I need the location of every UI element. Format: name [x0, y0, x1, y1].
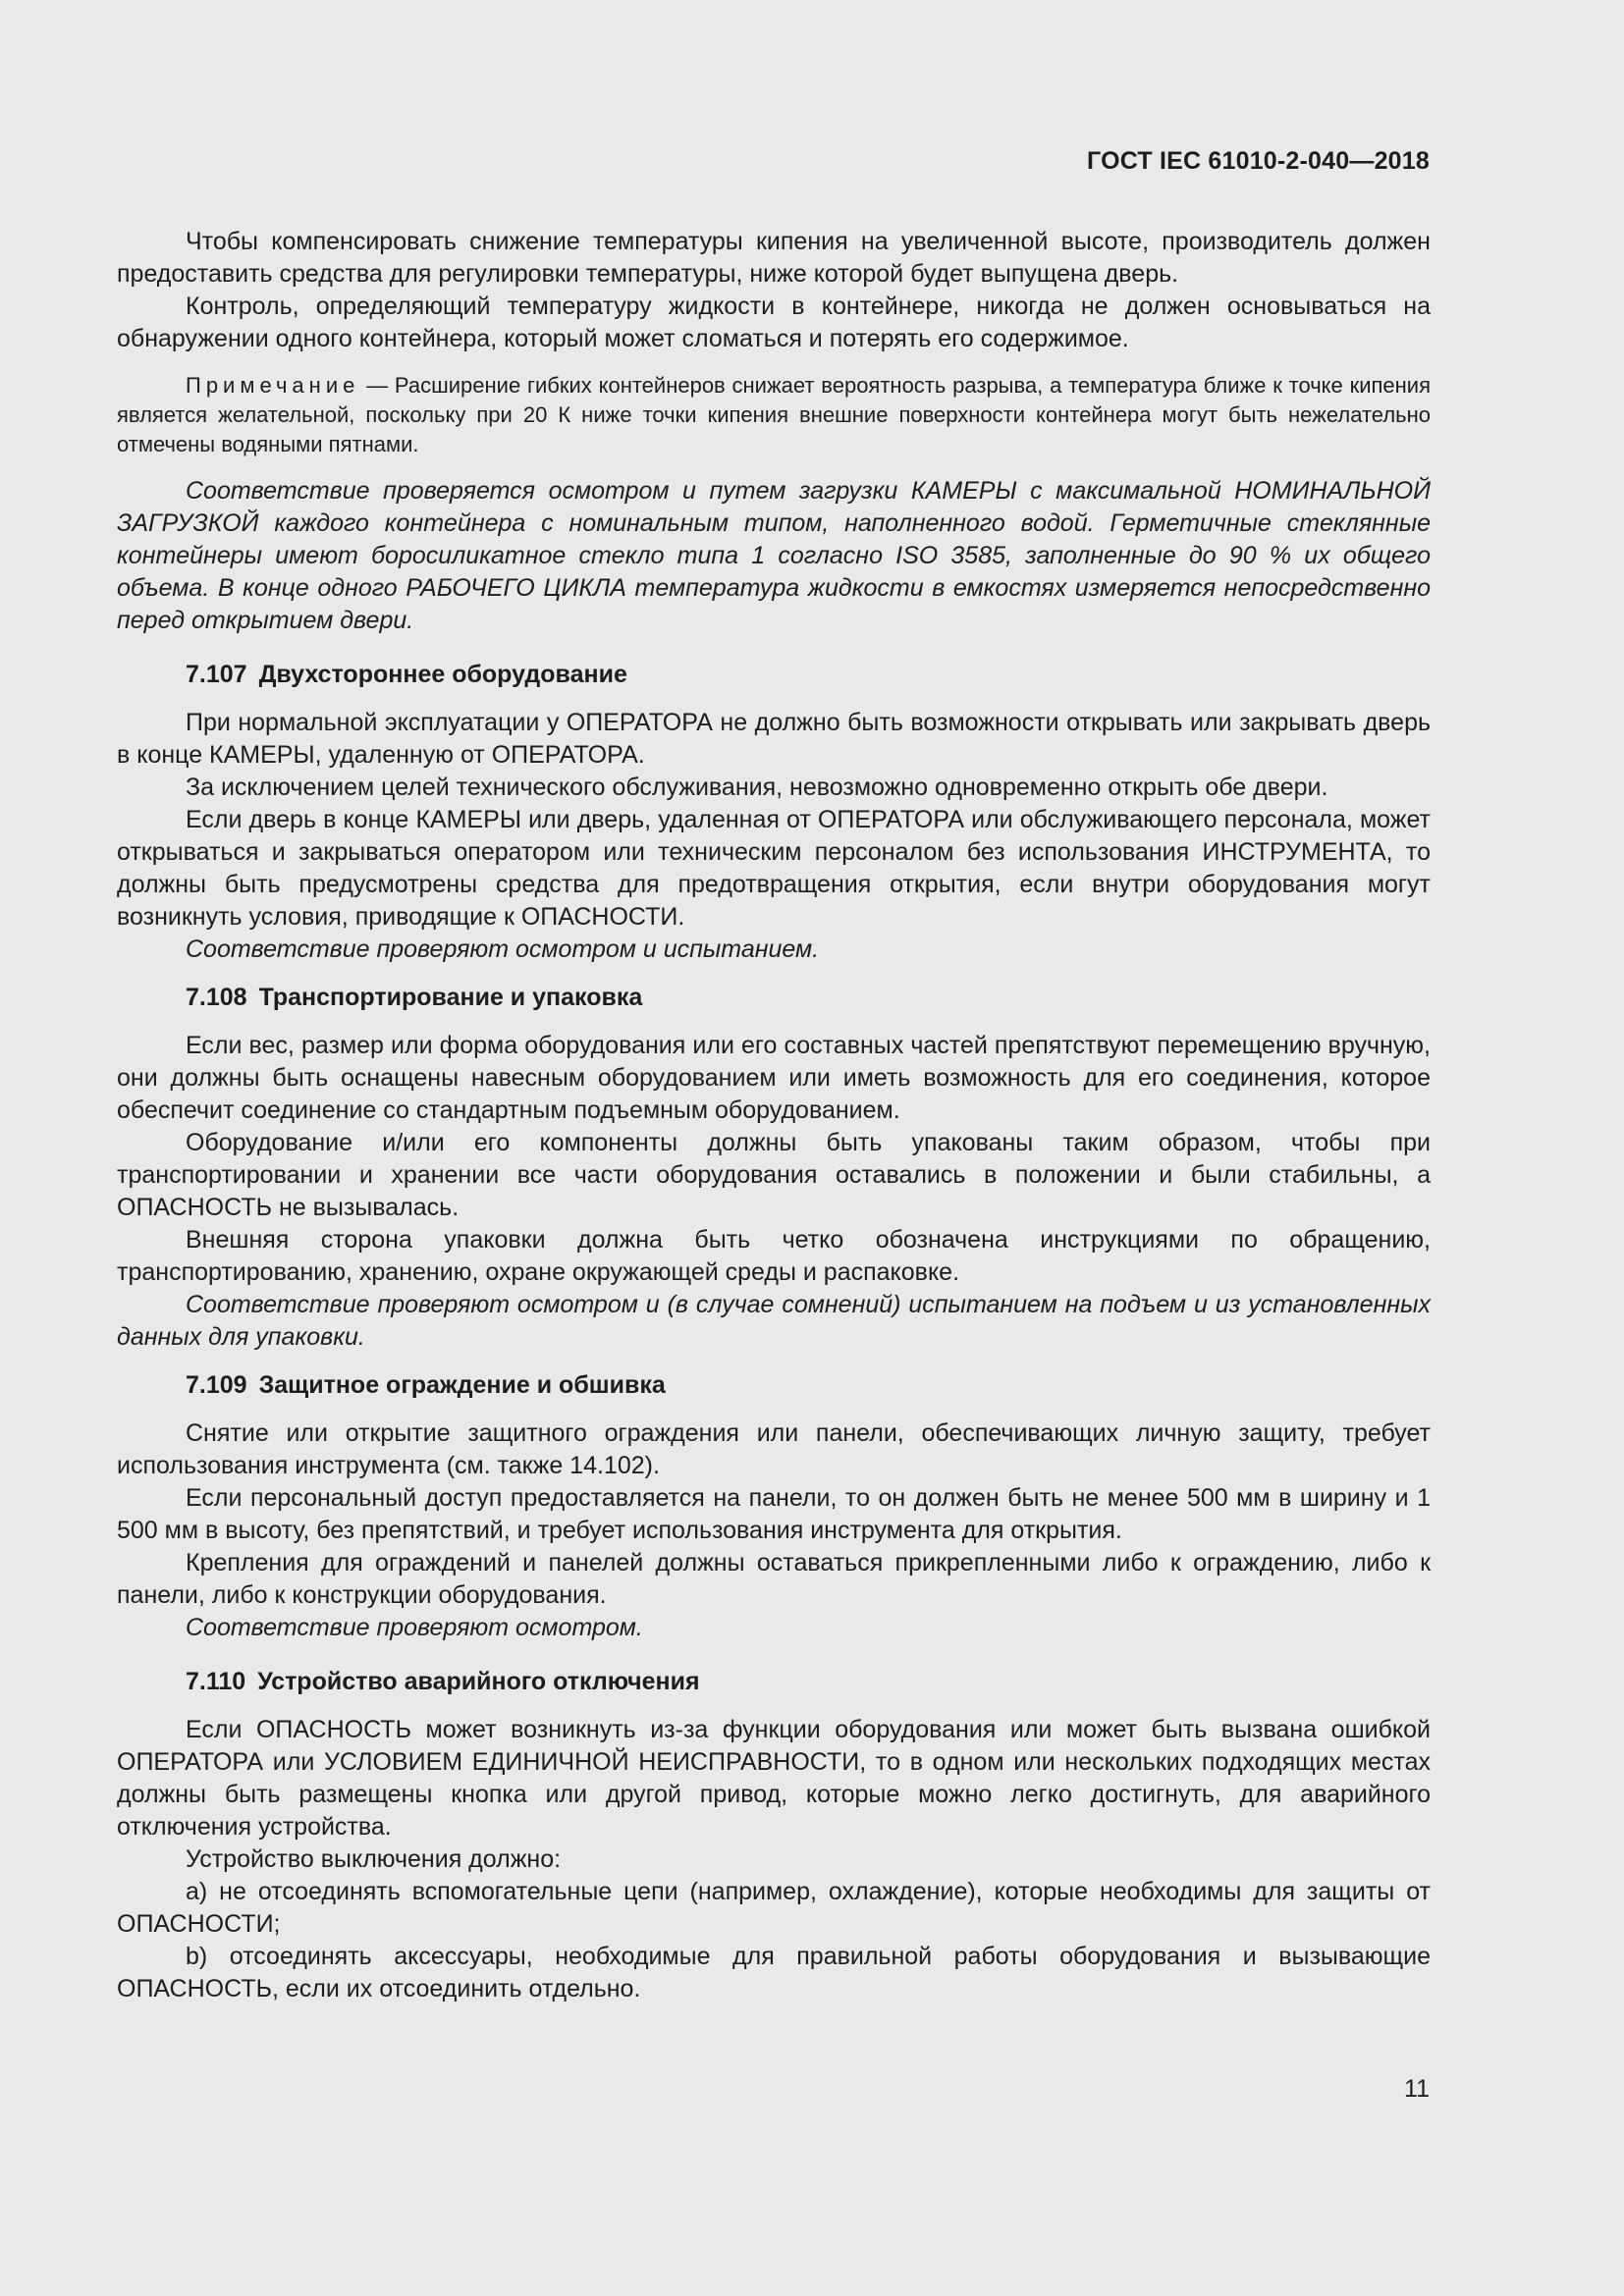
document-header: ГОСТ IEC 61010-2-040—2018 [1087, 147, 1430, 175]
section-title: Защитное ограждение и обшивка [258, 1371, 666, 1399]
paragraph: Внешняя сторона упаковки должна быть четко обозначена инструкциями по обращению, транспортированию, хранению, охране окружающей среды и распаковке. [117, 1226, 1431, 1286]
section-title: Устройство аварийного отключения [257, 1668, 700, 1695]
paragraph: За исключением целей технического обслуживания, невозможно одновременно открыть обе двери. [186, 774, 1328, 801]
paragraph: Если персональный доступ предоставляется на панели, то он должен быть не менее 500 мм в ширину и 1 500 мм в высоту, без препятствий, и требует использования инструмента для открытия. [117, 1484, 1431, 1544]
note-label: Примечание [186, 373, 360, 398]
section-number: 7.110 [186, 1668, 246, 1695]
compliance-text: Соответствие проверяют осмотром. [186, 1614, 643, 1641]
section-number: 7.108 [186, 984, 247, 1011]
paragraph: Устройство выключения должно: [186, 1845, 562, 1873]
compliance-text: Соответствие проверяется осмотром и путем загрузки КАМЕРЫ с максимальной НОМИНАЛЬНОЙ ЗАГРУЗКОЙ каждого контейнера с номинальным типом, наполненного водой. Герметичные стеклянные контейнеры имеют боросиликатное стекло типа 1 согласно ISO 3585, заполненные до 90 % их общего объема. В конце одного РАБОЧЕГО ЦИКЛА температура жидкости в емкостях измеряется непосредственно перед открытием двери. [117, 477, 1431, 634]
paragraph: Если вес, размер или форма оборудования или его составных частей препятствуют перемещению вручную, они должны быть оснащены навесным оборудованием или иметь возможность для его соединения, которое обеспечит соединение со стандартным подъемным оборудованием. [117, 1032, 1431, 1124]
compliance-text: Соответствие проверяют осмотром и испытанием. [186, 935, 820, 963]
list-item: b) отсоединять аксессуары, необходимые для правильной работы оборудования и вызывающие ОПАСНОСТЬ, если их отсоединить отдельно. [117, 1943, 1431, 2002]
list-item: a) не отсоединять вспомогательные цепи (например, охлаждение), которые необходимы для защиты от ОПАСНОСТИ; [117, 1878, 1431, 1938]
paragraph: При нормальной эксплуатации у ОПЕРАТОРА не должно быть возможности открывать или закрывать дверь в конце КАМЕРЫ, удаленную от ОПЕРАТОРА. [117, 709, 1431, 769]
page-number: 11 [1404, 2075, 1430, 2103]
section-heading-7-107 [117, 659, 1431, 691]
document-body [117, 226, 1431, 2005]
note-text: — Расширение гибких контейнеров снижает вероятность разрыва, а температура ближе к точке кипения является желательной, поскольку при 20 К ниже точки кипения внешние поверхности контейнера могут быть нежелательно отмечены водяными пятнами. [117, 373, 1431, 456]
paragraph: Если ОПАСНОСТЬ может возникнуть из-за функции оборудования или может быть вызвана ошибкой ОПЕРАТОРА или УСЛОВИЕМ ЕДИНИЧНОЙ НЕИСПРАВНОСТИ, то в одном или нескольких подходящих местах должны быть размещены кнопка или другой привод, которые можно легко достигнуть, для аварийного отключения устройства. [117, 1716, 1431, 1841]
paragraph: Оборудование и/или его компоненты должны быть упакованы таким образом, чтобы при транспортировании и хранении все части оборудования оставались в положении и были стабильны, а ОПАСНОСТЬ не вызывалась. [117, 1129, 1431, 1221]
section-title: Транспортирование и упаковка [258, 984, 643, 1011]
compliance-text: Соответствие проверяют осмотром и (в случае сомнений) испытанием на подъем и из установленных данных для упаковки. [117, 1291, 1431, 1351]
section-number: 7.109 [186, 1371, 247, 1399]
section-heading-7-109 [117, 1369, 1431, 1402]
paragraph: Крепления для ограждений и панелей должны оставаться прикрепленными либо к ограждению, либо к панели, либо к конструкции оборудования. [117, 1549, 1431, 1609]
paragraph: Контроль, определяющий температуру жидкости в контейнере, никогда не должен основываться на обнаружении одного контейнера, который может сломаться и потерять его содержимое. [117, 293, 1431, 352]
paragraph: Чтобы компенсировать снижение температуры кипения на увеличенной высоте, производитель должен предоставить средства для регулировки температуры, ниже которой будет выпущена дверь. [117, 228, 1431, 288]
note [117, 371, 1431, 459]
section-heading-7-108 [117, 982, 1431, 1014]
paragraph: Снятие или открытие защитного ограждения или панели, обеспечивающих личную защиту, требует использования инструмента (см. также 14.102). [117, 1419, 1431, 1479]
section-number: 7.107 [186, 661, 247, 688]
paragraph: Если дверь в конце КАМЕРЫ или дверь, удаленная от ОПЕРАТОРА или обслуживающего персонала, может открываться и закрываться оператором или техническим персоналом без использования ИНСТРУМЕНТА, то должны быть предусмотрены средства для предотвращения открытия, если внутри оборудования могут возникнуть условия, приводящие к ОПАСНОСТИ. [117, 806, 1431, 931]
section-heading-7-110 [117, 1666, 1431, 1698]
section-title: Двухстороннее оборудование [258, 661, 627, 688]
